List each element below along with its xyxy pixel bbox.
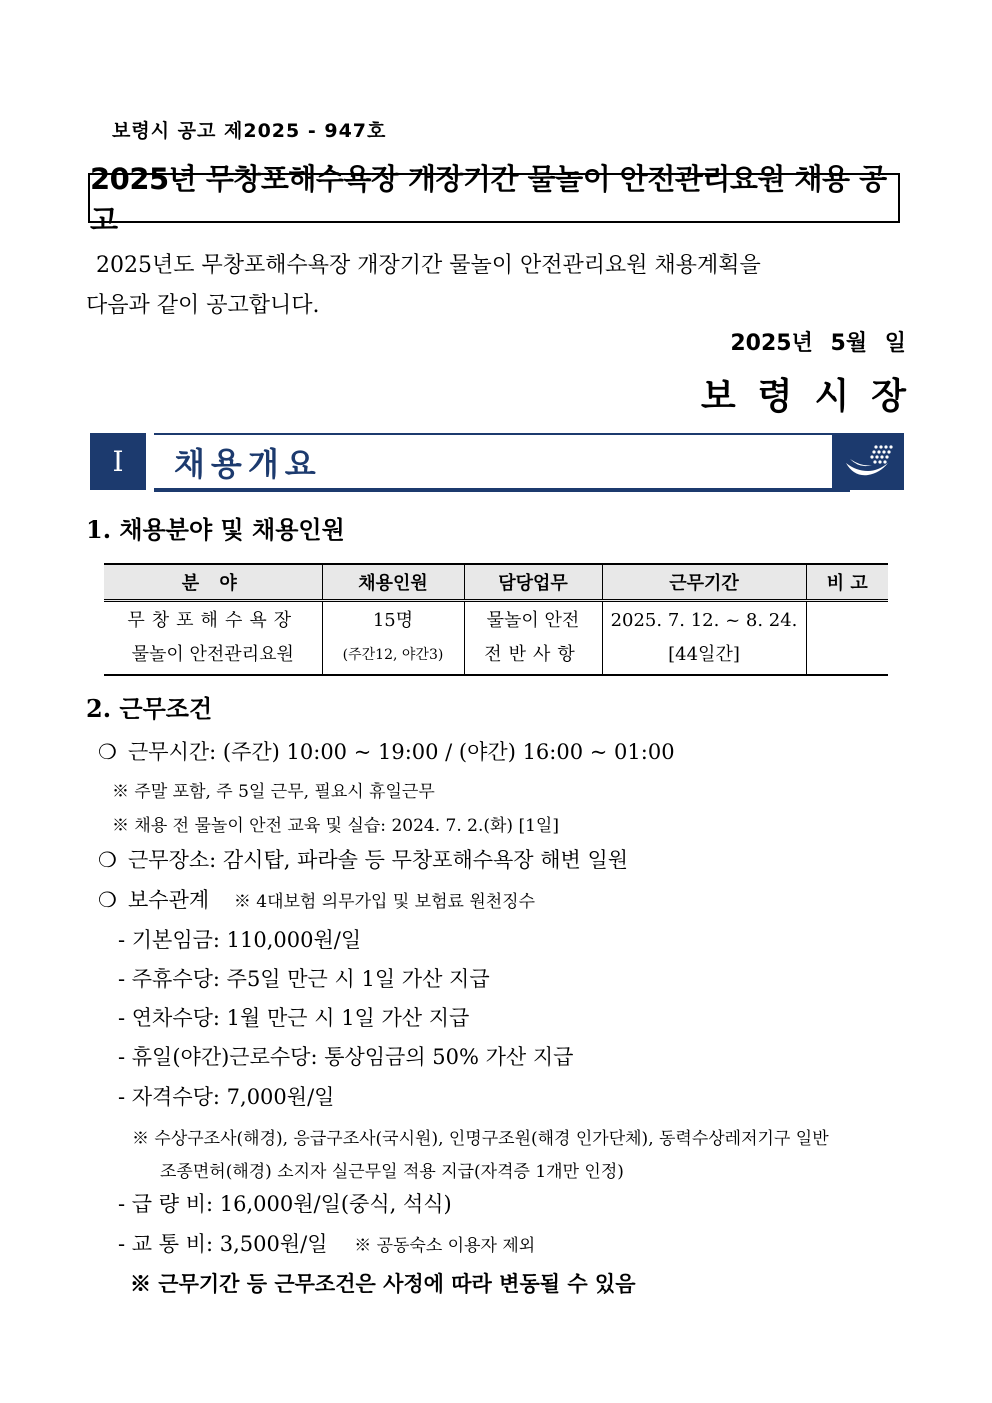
period-line-1: 2025. 7. 12. ~ 8. 24. <box>610 610 798 631</box>
transport-note: ※ 공동숙소 이용자 제외 <box>354 1236 536 1256</box>
pay-note: ※ 4대보험 의무가입 및 보험료 원천징수 <box>233 892 536 912</box>
recruitment-table <box>104 563 888 676</box>
circle-bullet-icon: ❍ <box>98 848 117 872</box>
count-line-1: 15명 <box>372 610 414 631</box>
transport-item <box>118 1228 535 1258</box>
pay-basic: - 기본임금: 110,000원/일 <box>118 928 362 952</box>
boryeong-logo-icon <box>832 433 904 490</box>
table-cell-field <box>104 601 322 676</box>
duty-line-1: 물놀이 안전 <box>486 610 580 631</box>
table-row <box>104 601 888 676</box>
section-title: 채용개요 <box>154 433 850 492</box>
pay-item <box>98 884 535 914</box>
circle-bullet-icon: ❍ <box>98 740 117 764</box>
table-header-count: 채용인원 <box>322 564 464 601</box>
field-line-1: 무창포해수욕장 <box>127 610 299 631</box>
pay-weekly: - 주휴수당: 주5일 만근 시 1일 가산 지급 <box>118 967 490 991</box>
work-hours-text: 근무시간: (주간) 10:00 ~ 19:00 / (야간) 16:00 ~ 01:00 <box>128 740 675 764</box>
pay-holiday: - 휴일(야간)근로수당: 통상임금의 50% 가산 지급 <box>118 1045 574 1069</box>
qualification-note-1: ※ 수상구조사(해경), 응급구조사(국시원), 인명구조원(해경 인가단체), 동력수상레저기구 일반 <box>132 1129 829 1149</box>
intro-line-1: 2025년도 무창포해수욕장 개장기간 물놀이 안전관리요원 채용계획을 <box>96 253 761 278</box>
period-line-2: [44일간] <box>668 644 740 665</box>
final-note: ※ 근무기간 등 근무조건은 사정에 따라 변동될 수 있음 <box>130 1271 636 1296</box>
table-header-remark: 비 고 <box>806 564 888 601</box>
table-cell-period <box>602 601 806 676</box>
table-cell-count <box>322 601 464 676</box>
document-title-text: 2025년 무창포해수욕장 개장기간 물놀이 안전관리요원 채용 공고 <box>90 162 887 237</box>
table-header-field: 분 야 <box>104 564 322 601</box>
intro-paragraph <box>86 246 908 326</box>
intro-line-2: 다음과 같이 공고합니다. <box>86 293 320 318</box>
table-cell-remark <box>806 601 888 676</box>
pay-annual: - 연차수당: 1월 만근 시 1일 가산 지급 <box>118 1006 470 1030</box>
meal-item: - 급 량 비: 16,000원/일(중식, 석식) <box>118 1192 452 1216</box>
pay-label: 보수관계 <box>128 888 210 912</box>
count-line-2: (주간12, 야간3) <box>342 647 444 663</box>
circle-bullet-icon: ❍ <box>98 888 117 912</box>
duty-line-2: 전반사항 <box>484 644 582 665</box>
table-cell-duty <box>464 601 602 676</box>
subsection-heading-2: 2. 근무조건 <box>86 694 213 723</box>
notice-date: 2025년 5월 일 <box>730 331 906 356</box>
issuer-name: 보령시장 <box>700 375 928 417</box>
table-header-duty: 담당업무 <box>464 564 602 601</box>
document-title <box>88 162 900 237</box>
subsection-heading-1: 1. 채용분야 및 채용인원 <box>86 515 345 544</box>
note-training: ※ 채용 전 물놀이 안전 교육 및 실습: 2024. 7. 2.(화) [1일] <box>112 816 559 836</box>
section-header <box>90 433 904 490</box>
table-header-row <box>104 564 888 601</box>
note-weekend: ※ 주말 포함, 주 5일 근무, 필요시 휴일근무 <box>112 782 435 802</box>
notice-number: 보령시 공고 제2025 - 947호 <box>112 120 387 142</box>
qualification-note-2: 조종면허(해경) 소지자 실근무일 적용 지급(자격증 1개만 인정) <box>160 1162 624 1182</box>
table-header-period: 근무기간 <box>602 564 806 601</box>
work-place-text: 근무장소: 감시탑, 파라솔 등 무창포해수욕장 해변 일원 <box>128 848 629 872</box>
work-place-item <box>98 844 628 874</box>
section-number: I <box>90 433 146 490</box>
pay-qualification: - 자격수당: 7,000원/일 <box>118 1085 335 1109</box>
transport-text: - 교 통 비: 3,500원/일 <box>118 1232 328 1256</box>
field-line-2: 물놀이 안전관리요원 <box>131 644 294 665</box>
work-hours-item <box>98 736 675 766</box>
